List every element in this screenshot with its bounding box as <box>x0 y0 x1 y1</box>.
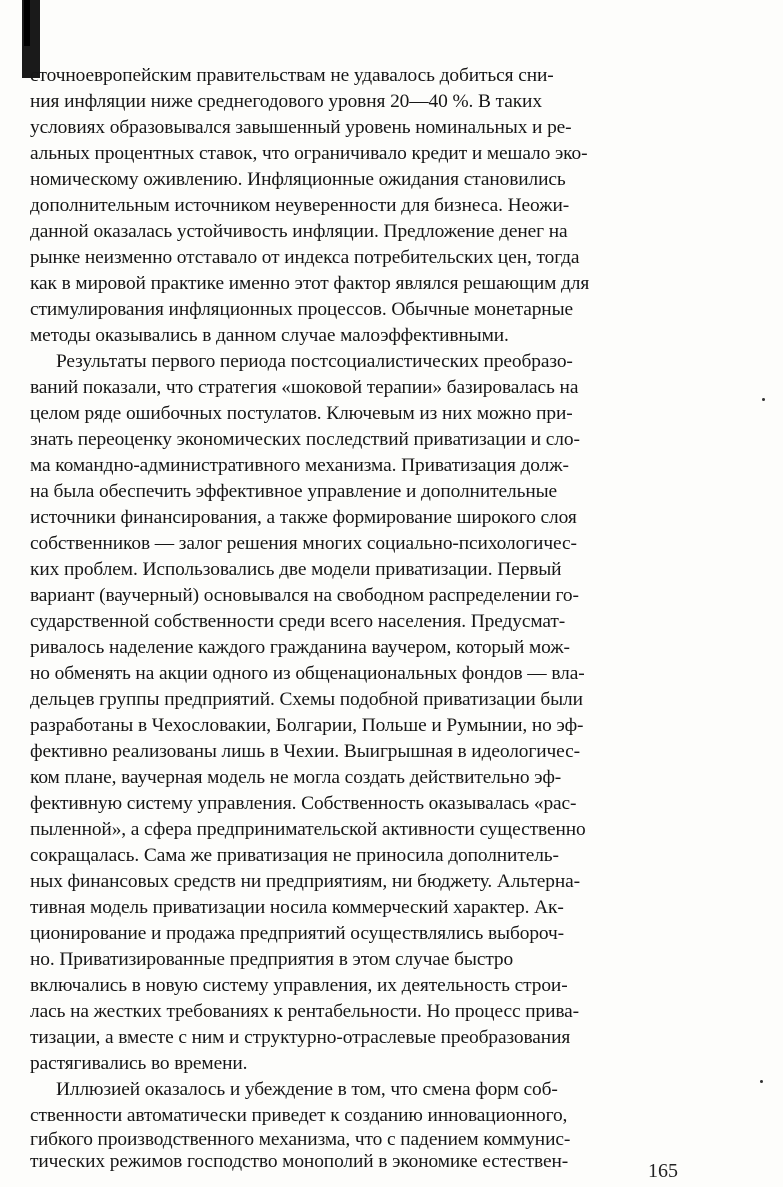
text-line: источники финансирования, а также формирование широкого слоя <box>30 507 577 528</box>
text-line: но. Приватизированные предприятия в этом случае быстро <box>30 949 514 970</box>
text-line: включались в новую систему управления, их деятельность строи- <box>30 975 568 996</box>
text-line: тических режимов господство монополий в экономике естествен- <box>30 1151 569 1172</box>
text-line: стимулирования инфляционных процессов. Обычные монетарные <box>30 299 574 320</box>
text-line: сокращалась. Сама же приватизация не приносила дополнитель- <box>30 845 559 866</box>
binding-shadow-edge <box>24 0 30 46</box>
text-line: ривалось наделение каждого гражданина ваучером, который мож- <box>30 637 570 658</box>
scan-speck <box>760 1080 763 1083</box>
text-line: растягивались во времени. <box>30 1053 248 1074</box>
text-line: гибкого производственного механизма, что с падением коммунис- <box>30 1129 571 1150</box>
text-line: фективную систему управления. Собственность оказывалась «рас- <box>30 793 577 814</box>
text-line: собственников — залог решения многих социально-психологичес- <box>30 533 577 554</box>
paragraph-start-line: Результаты первого периода постсоциалистических преобразо- <box>56 351 573 372</box>
text-line: как в мировой практике именно этот фактор являлся решающим для <box>30 273 590 294</box>
text-line: альных процентных ставок, что ограничивало кредит и мешало эко- <box>30 143 588 164</box>
text-line: вариант (ваучерный) основывался на свободном распределении го- <box>30 585 579 606</box>
text-line: лась на жестких требованиях к рентабельности. Но процесс прива- <box>30 1001 580 1022</box>
text-line: сточноевропейским правительствам не удавалось добиться сни- <box>30 65 554 86</box>
text-line: но обменять на акции одного из общенациональных фондов — вла- <box>30 663 585 684</box>
text-line: дополнительным источником неуверенности для бизнеса. Неожи- <box>30 195 570 216</box>
text-line: ния инфляции ниже среднегодового уровня 20—40 %. В таких <box>30 91 542 112</box>
text-line: целом ряде ошибочных постулатов. Ключевым из них можно при- <box>30 403 573 424</box>
text-line: рынке неизменно отставало от индекса потребительских цен, тогда <box>30 247 580 268</box>
text-line: номическому оживлению. Инфляционные ожидания становились <box>30 169 566 190</box>
text-line: дельцев группы предприятий. Схемы подобной приватизации были <box>30 689 583 710</box>
text-line: ционирование и продажа предприятий осуществлялись выбороч- <box>30 923 565 944</box>
text-line: ваний показали, что стратегия «шоковой терапии» базировалась на <box>30 377 579 398</box>
text-line: ких проблем. Использовались две модели приватизации. Первый <box>30 559 562 580</box>
text-line: тизации, а вместе с ним и структурно-отраслевые преобразования <box>30 1027 571 1048</box>
text-line: знать переоценку экономических последствий приватизации и сло- <box>30 429 580 450</box>
text-line: ком плане, ваучерная модель не могла создать действительно эф- <box>30 767 562 788</box>
text-line: данной оказалась устойчивость инфляции. Предложение денег на <box>30 221 568 242</box>
text-line: тивная модель приватизации носила коммерческий характер. Ак- <box>30 897 564 918</box>
text-line: на была обеспечить эффективное управление и дополнительные <box>30 481 558 502</box>
text-line: пыленной», а сфера предпринимательской активности существенно <box>30 819 586 840</box>
text-line: ма командно-административного механизма. Приватизация долж- <box>30 455 569 476</box>
text-line: разработаны в Чехословакии, Болгарии, Польше и Румынии, но эф- <box>30 715 584 736</box>
text-line: фективно реализованы лишь в Чехии. Выигрышная в идеологичес- <box>30 741 581 762</box>
scan-speck <box>762 398 765 401</box>
page-number: 165 <box>648 1160 678 1182</box>
text-line: сударственной собственности среди всего населения. Предусмат- <box>30 611 566 632</box>
paragraph-start-line: Иллюзией оказалось и убеждение в том, что смена форм соб- <box>56 1079 558 1100</box>
text-line: ственности автоматически приведет к созданию инновационного, <box>30 1105 568 1126</box>
text-line: методы оказывались в данном случае малоэффективными. <box>30 325 509 346</box>
text-line: ных финансовых средств ни предприятиям, ни бюджету. Альтерна- <box>30 871 581 892</box>
text-line: условиях образовывался завышенный уровень номинальных и ре- <box>30 117 572 138</box>
